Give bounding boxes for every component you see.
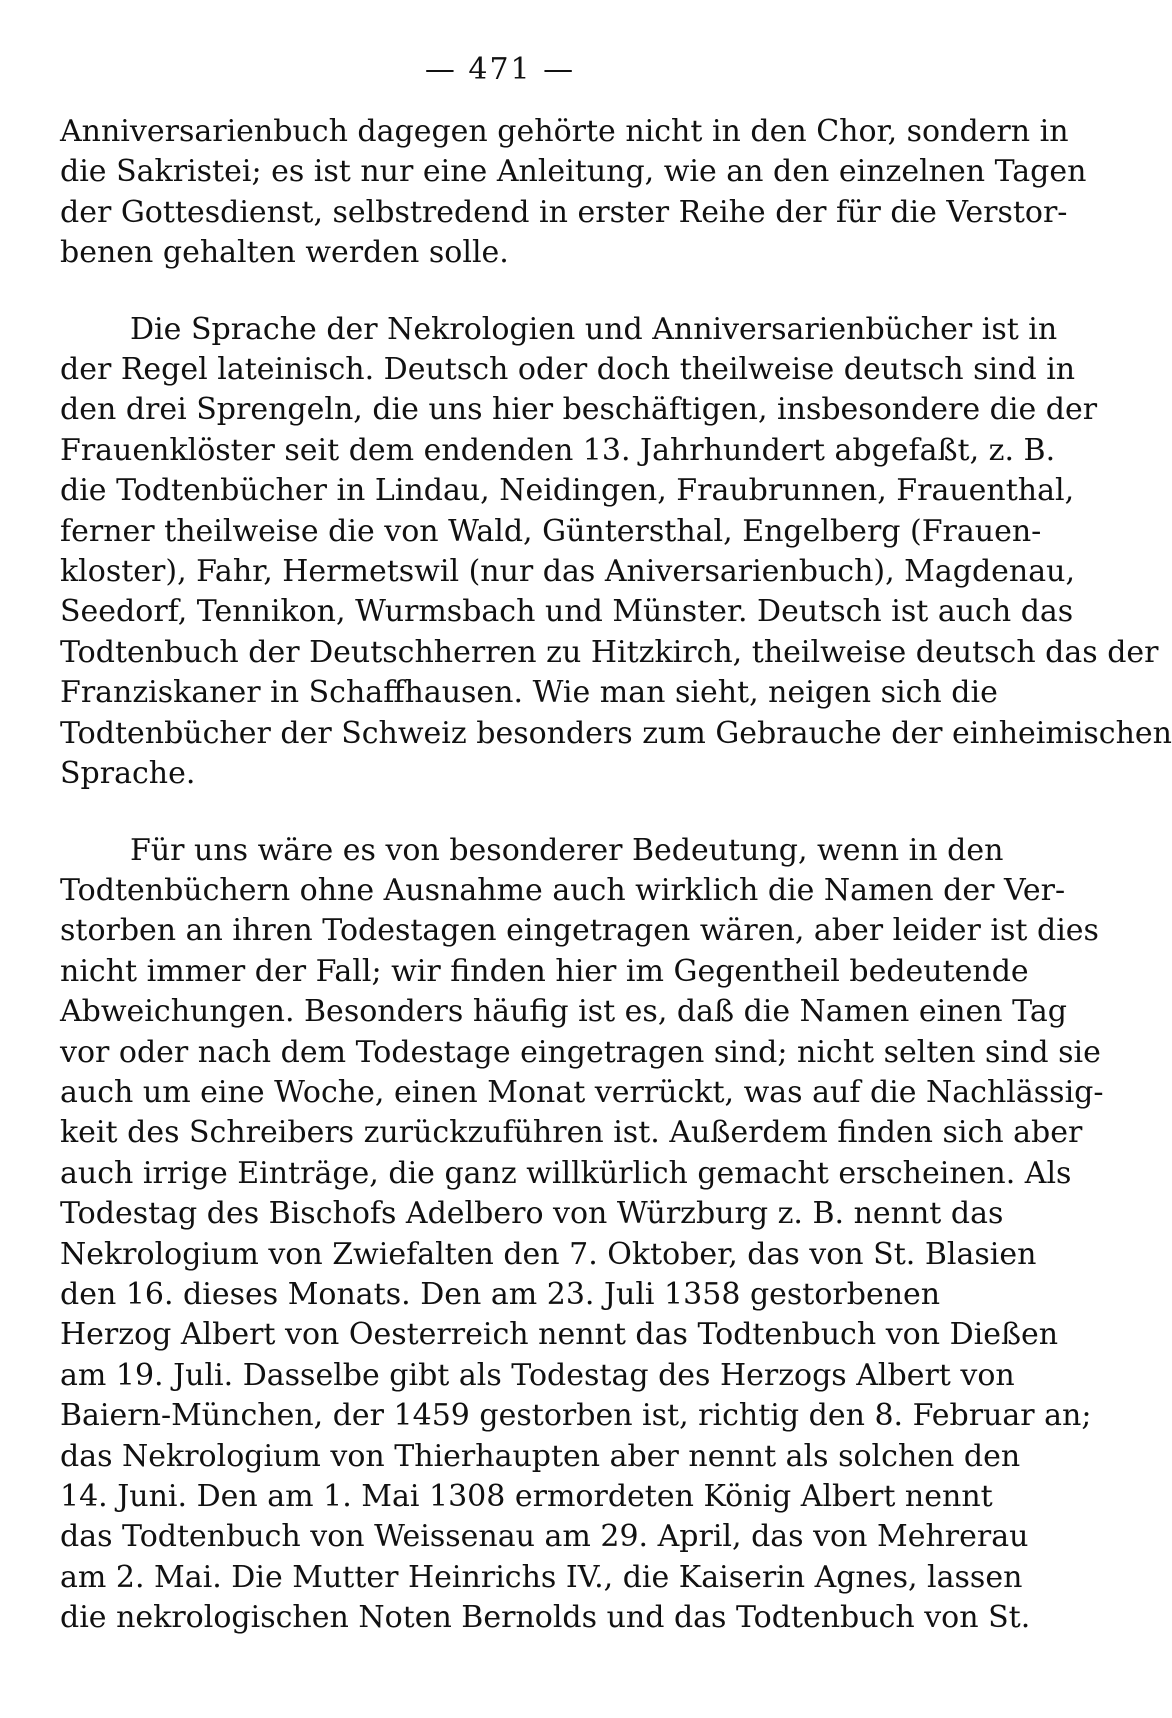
text-line: Todtenbuch der Deutschherren zu Hitzkirch, theilweise deutsch das der [60, 634, 1159, 670]
text-line: Die Sprache der Nekrologien und Anniversarienbücher ist in [130, 311, 1058, 347]
text-line: auch irrige Einträge, die ganz willkürlich gemacht erscheinen. Als [60, 1155, 1072, 1191]
text-line: die nekrologischen Noten Bernolds und das Todtenbuch von St. [60, 1600, 1031, 1636]
text-line: Abweichungen. Besonders häufig ist es, daß die Namen einen Tag [60, 994, 1067, 1030]
text-line: den drei Sprengeln, die uns hier beschäftigen, insbesondere die der [60, 392, 1098, 428]
text-line: Todtenbücher der Schweiz besonders zum Gebrauche der einheimischen [60, 715, 1172, 751]
paragraph-2 [60, 310, 1172, 795]
text-line: Herzog Albert von Oesterreich nennt das Todtenbuch von Dießen [60, 1317, 1059, 1353]
text-line: Frauenklöster seit dem endenden 13. Jahrhundert abgefaßt, z. B. [60, 432, 1056, 468]
text-line: Todtenbüchern ohne Ausnahme auch wirklich die Namen der Ver- [60, 872, 1066, 908]
paragraph-3 [60, 831, 1104, 1639]
text-line: kloster), Fahr, Hermetswil (nur das Aniversarienbuch), Magdenau, [60, 554, 1075, 590]
text-line: ferner theilweise die von Wald, Güntersthal, Engelberg (Frauen- [60, 513, 1042, 549]
text-line: nicht immer der Fall; wir finden hier im Gegentheil bedeutende [60, 953, 1029, 989]
text-line: Franziskaner in Schaffhausen. Wie man sieht, neigen sich die [60, 675, 998, 711]
text-line: Anniversarienbuch dagegen gehörte nicht in den Chor, sondern in [60, 114, 1069, 149]
text-line: die Todtenbücher in Lindau, Neidingen, Fraubrunnen, Frauenthal, [60, 473, 1075, 509]
text-line: am 2. Mai. Die Mutter Heinrichs IV., die Kaiserin Agnes, lassen [60, 1559, 1023, 1595]
text-line: das Todtenbuch von Weissenau am 29. April, das von Mehrerau [60, 1519, 1029, 1555]
page-number: — 471 — [424, 52, 576, 87]
text-line: der Regel lateinisch. Deutsch oder doch theilweise deutsch sind in [60, 352, 1076, 388]
text-line: Baiern-München, der 1459 gestorben ist, richtig den 8. Februar an; [60, 1398, 1092, 1434]
text-line: Für uns wäre es von besonderer Bedeutung, wenn in den [130, 832, 1004, 868]
text-line: Nekrologium von Zwiefalten den 7. Oktober, das von St. Blasien [60, 1236, 1037, 1272]
text-line: das Nekrologium von Thierhaupten aber nennt als solchen den [60, 1438, 1021, 1474]
text-line: 14. Juni. Den am 1. Mai 1308 ermordeten König Albert nennt [60, 1479, 993, 1514]
text-line: Seedorf, Tennikon, Wurmsbach und Münster. Deutsch ist auch das [60, 594, 1074, 630]
paragraph-gap [60, 795, 940, 831]
text-line: keit des Schreibers zurückzuführen ist. Außerdem finden sich aber [60, 1115, 1083, 1151]
text-line: benen gehalten werden solle. [60, 235, 509, 271]
text-line: den 16. dieses Monats. Den am 23. Juli 1358 gestorbenen [60, 1276, 941, 1312]
text-line: auch um eine Woche, einen Monat verrückt, was auf die Nachlässig- [60, 1074, 1104, 1110]
text-line: storben an ihren Todestagen eingetragen wären, aber leider ist dies [60, 913, 1099, 949]
text-line: der Gottesdienst, selbstredend in erster Reihe der für die Verstor- [60, 194, 1068, 230]
text-line: Sprache. [60, 756, 196, 792]
text-line: am 19. Juli. Dasselbe gibt als Todestag des Herzogs Albert von [60, 1357, 1015, 1393]
paragraph-1 [60, 112, 1087, 274]
text-line: Todestag des Bischofs Adelbero von Würzburg z. B. nennt das [60, 1196, 1004, 1232]
body-text [60, 112, 1172, 1639]
text-line: vor oder nach dem Todestage eingetragen sind; nicht selten sind sie [60, 1034, 1101, 1070]
paragraph-gap [60, 274, 940, 310]
text-line: die Sakristei; es ist nur eine Anleitung, wie an den einzelnen Tagen [60, 154, 1087, 190]
